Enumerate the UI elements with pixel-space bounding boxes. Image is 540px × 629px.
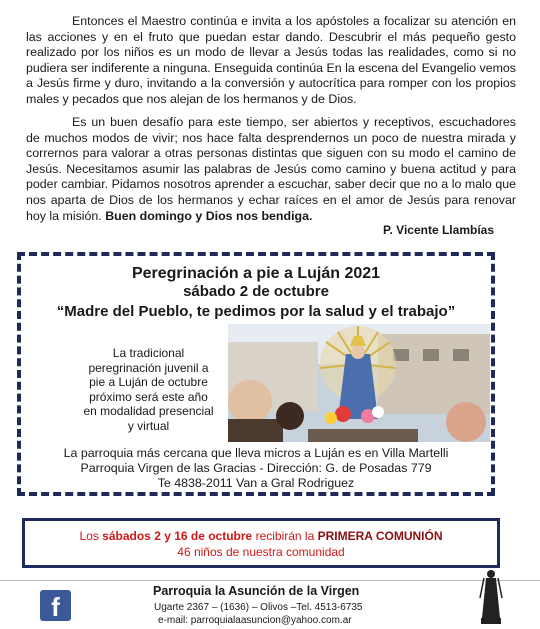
facebook-icon[interactable]: f (40, 590, 71, 621)
footer-address: Ugarte 2367 – (1636) – Olivos –Tel. 4513-6735 (154, 602, 363, 613)
communion-highlight: PRIMERA COMUNIÓN (317, 529, 443, 543)
signature: P. Vicente Llambías (383, 223, 494, 237)
paragraph-1-text: Entonces el Maestro continúa e invita a los apóstoles a focalizar su atención en las acciones y en el fruto que puedan estar dando. Descubrir el más pequeño gesto realizado por los niños es un modo de llevar a Jesús todas las realidades, como si no pudiera ser indiferente a ninguna. Enseguida continúa En la escena del Evangelio vemos a Jesús firme y duro, invitando a la conversión y autocrítica para romper con los propios males y pecados que nos alejan de los hermanos y de Dios. (26, 14, 516, 106)
pilgrimage-info-line-1: La parroquia más cercana que lleva micros a Luján es en Villa Martelli (63, 446, 449, 460)
communion-box (22, 518, 500, 568)
reflection-paragraph-2 (26, 115, 516, 224)
communion-text-2: recibirán la (252, 529, 318, 543)
pilgrimage-photo (228, 324, 490, 442)
pilgrimage-title: Peregrinación a pie a Luján 2021 (131, 265, 381, 282)
pilgrimage-info-line-3: Te 4838-2011 Van a Gral Rodriguez (157, 476, 355, 490)
footer-email[interactable]: e-mail: parroquialaasuncion@yahoo.com.ar (158, 615, 352, 626)
pilgrimage-info (21, 446, 491, 491)
pilgrimage-description: La tradicional peregrinación juvenil a pie a Luján de octubre próximo será este año en modalidad presencial y virtual (83, 346, 214, 433)
pilgrimage-box (17, 252, 495, 496)
pilgrimage-date: sábado 2 de octubre (183, 283, 329, 300)
reflection-paragraph-1 (26, 14, 516, 108)
blessing-text: Buen domingo y Dios nos bendiga. (105, 208, 313, 223)
pilgrimage-slogan: “Madre del Pueblo, te pedimos por la salud y el trabajo” (56, 303, 456, 320)
pilgrimage-photo-illustration (228, 324, 490, 442)
pilgrimage-info-line-2: Parroquia Virgen de las Gracias - Dirección: G. de Posadas 779 (80, 461, 432, 475)
communion-line-2: 46 niños de nuestra comunidad (177, 545, 345, 559)
paragraph-2-text: Es un buen desafío para este tiempo, ser abiertos y receptivos, escuchadores de muchos modos de vivir; nos hace falta desprendernos un poco de nuestra mirada y corrernos para valorar a otras personas distintas que siguen con su modo el camino de Jesús. Necesitamos asumir las palabras de Jesús como camino y buena actitud y para poder cambiar. Pidamos nosotros aprender a escuchar, saber decir que no a lo malo que nos aparta de Dios de los hermanos y echar raíces en el amor de Jesús para renovar hoy la misión. (26, 115, 516, 223)
footer-parish-name: Parroquia la Asunción de la Virgen (153, 584, 360, 598)
virgin-statue-icon (478, 568, 504, 626)
communion-line-1 (25, 528, 497, 544)
communion-text-1: Los (79, 529, 103, 543)
footer-divider (0, 580, 540, 581)
communion-dates: sábados 2 y 16 de octubre (102, 529, 253, 543)
